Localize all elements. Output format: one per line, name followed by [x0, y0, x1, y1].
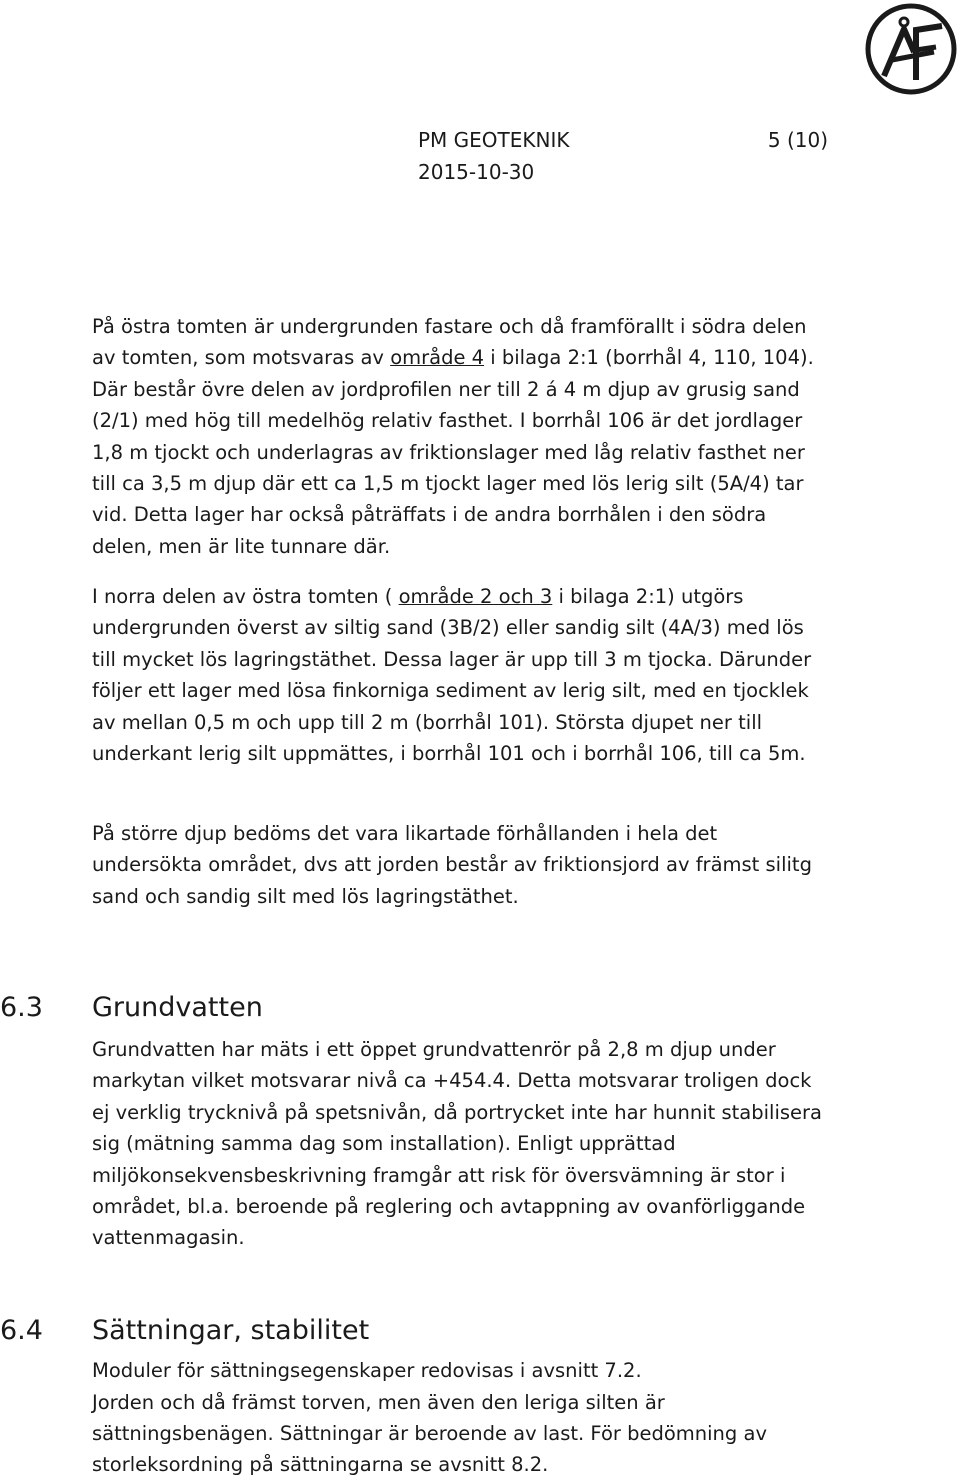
page-header [418, 124, 828, 188]
section-6-4-body: Jorden och då främst torven, men även den leriga silten är sättningsbenägen. Sättningar är beroende av last. För bedömning av storleksordning på sättningarna se avsnitt 8.2. [92, 1391, 767, 1476]
document-date: 2015-10-30 [418, 160, 535, 184]
paragraph-east-north [92, 581, 832, 769]
section-title: Sättningar, stabilitet [92, 1315, 370, 1346]
section-6-3-body: Grundvatten har mäts i ett öppet grundvattenrör på 2,8 m djup under markytan vilket motsvarar nivå ca +454.4. Detta motsvarar troligen dock ej verklig trycknivå på spetsnivån, då portrycket inte har hunnit stabilisera sig (mätning samma dag som installation). Enligt upprättad miljökonsekvensbeskrivning framgår att risk för översvämning är stor i området, bl.a. beroende på reglering och avtappning av ovanförliggande vattenmagasin. [92, 1038, 823, 1250]
area-4-link[interactable]: område 4 [390, 346, 485, 370]
paragraph-east-south [92, 311, 832, 562]
section-title: Grundvatten [92, 992, 263, 1023]
page-number: 5 (10) [767, 128, 828, 152]
paragraph-text: i bilaga 2:1 (borrhål 4, 110, 104). Där består övre delen av jordprofilen ner till 2 á 4 m djup av grusig sand (2/1) med hög till medelhög relativ fasthet. I borrhål 106 är det jordlager 1,8 m tjockt och underlagras av friktionslager med låg relativ fasthet ner till ca 3,5 m djup där ett ca 1,5 m tjockt lager med lös lerig silt (5A/4) tar vid. Detta lager har också påträffats i de andra borrhålen i den södra delen, men är lite tunnare där. [92, 346, 814, 558]
af-logo-icon [864, 2, 958, 96]
area-2-3-link[interactable]: område 2 och 3 [398, 585, 553, 608]
paragraph-text: i bilaga 2:1) utgörs undergrunden överst av siltig sand (3B/2) eller sandig silt (4A/3) med lös till mycket lös lagringstäthet. Dessa lager är upp till 3 m tjocka. Därunder följer ett lager med lösa finkorniga sediment av lerig silt, med en tjocklek av mellan 0,5 m och upp till 2 m (borrhål 101). Största djupet ner till underkant lerig silt uppmättes, i borrhål 101 och i borrhål 106, till ca 5m. [92, 585, 812, 766]
section-6-4-line1: Moduler för sättningsegenskaper redovisas i avsnitt 7.2. [92, 1359, 642, 1382]
paragraph-deeper: På större djup bedöms det vara likartade förhållanden i hela det undersökta området, dvs att jorden består av friktionsjord av främst silitg sand och sandig silt med lös lagringstäthet. [92, 822, 812, 908]
section-number: 6.4 [0, 1315, 43, 1346]
paragraph-text: På östra tomten är undergrunden fastare och då framförallt i södra delen av tomten, som motsvaras av [92, 315, 807, 370]
document-title: PM GEOTEKNIK [418, 128, 570, 152]
section-number: 6.3 [0, 992, 43, 1023]
paragraph-text: I norra delen av östra tomten ( [92, 585, 399, 608]
